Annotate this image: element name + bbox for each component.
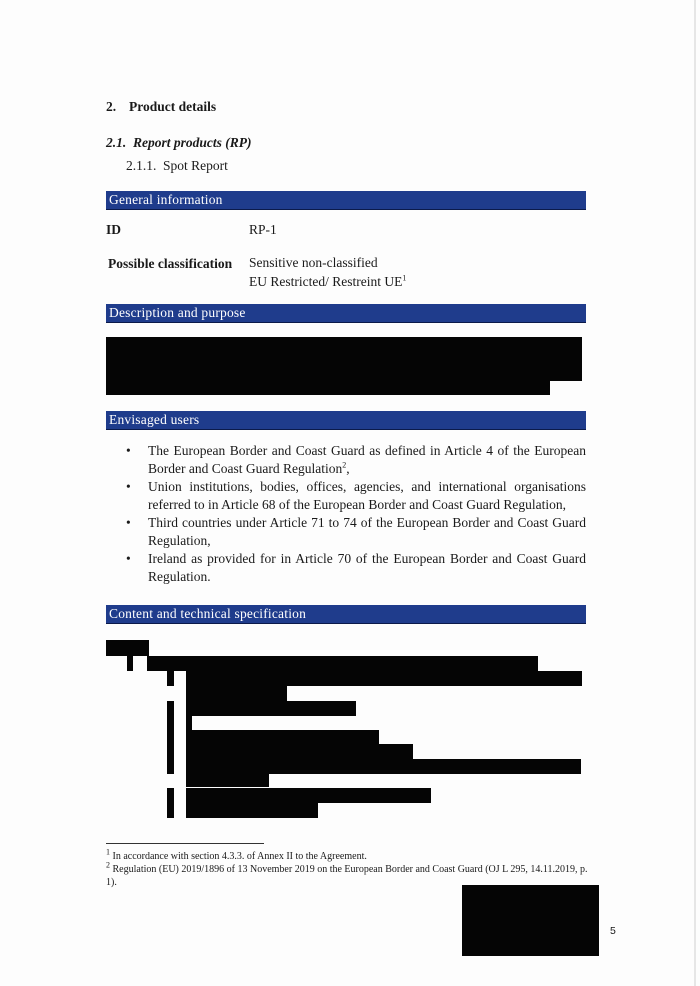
list-item: • The European Border and Coast Guard as defined in Article 4 of the European Border and Coast Guard Regulation$^2$,	[126, 443, 586, 476]
list-item: • Third countries under Article 71 to 74 of the European Border and Coast Guard Regulation,	[126, 515, 586, 548]
bullet-icon: •	[126, 515, 131, 530]
subsection-heading	[106, 135, 252, 151]
redaction-block	[106, 379, 550, 395]
id-value: RP-1	[249, 222, 277, 237]
subsection-number: 2.1.	[106, 135, 127, 150]
redaction-block	[106, 640, 149, 656]
redaction-block	[167, 671, 174, 686]
redaction-block	[167, 716, 174, 774]
list-item: • Ireland as provided for in Article 70 of the European Border and Coast Guard Regulation.	[126, 551, 586, 584]
page-edge	[694, 0, 696, 986]
section-title: Product details	[129, 99, 217, 114]
redaction-block	[167, 701, 174, 717]
subsubsection-heading	[126, 158, 228, 174]
redaction-block	[186, 788, 431, 803]
redaction-block	[186, 730, 379, 745]
footnote-ref-2: 2	[342, 460, 347, 470]
users-header-label: Envisaged users	[109, 412, 200, 427]
content-header-label: Content and technical specification	[109, 606, 307, 621]
list-item: • Union institutions, bodies, offices, agencies, and international organisations referred to in Article 68 of the European Border and Coast Guard Regulation,	[126, 479, 586, 512]
redaction-block	[186, 716, 192, 731]
redaction-block	[186, 701, 356, 716]
section-number: 2.	[106, 99, 117, 114]
redaction-block	[462, 885, 599, 956]
general-info-header	[106, 191, 586, 210]
subsection-title: Report products (RP)	[133, 135, 252, 150]
section-heading	[106, 99, 216, 115]
redaction-block	[147, 656, 538, 671]
description-header-label: Description and purpose	[109, 305, 246, 320]
bullet-icon: •	[126, 443, 131, 458]
id-label: ID	[106, 222, 122, 237]
redaction-block	[186, 686, 287, 701]
redaction-block	[167, 788, 174, 818]
users-header	[106, 411, 586, 430]
redaction-block	[127, 656, 133, 671]
footnote-2: $^2$ Regulation (EU) 2019/1896 of 13 November 2019 on the European Border and Coast Guard (OJ L 295, 14.11.2019, p. 1).	[106, 860, 588, 888]
page-number: 5	[610, 925, 616, 937]
redaction-block	[186, 773, 269, 787]
redaction-block	[186, 671, 582, 686]
subsubsection-number: 2.1.1.	[126, 158, 157, 173]
redaction-block	[186, 744, 413, 759]
bullet-icon: •	[126, 551, 131, 566]
description-header	[106, 304, 586, 323]
general-info-header-label: General information	[109, 192, 223, 207]
bullet-icon: •	[126, 479, 131, 494]
envisaged-users-list	[126, 442, 586, 586]
subsubsection-title: Spot Report	[163, 158, 228, 173]
redaction-block	[186, 803, 318, 818]
footnote-1: $^1$ In accordance with section 4.3.3. of Annex II to the Agreement.	[106, 847, 367, 862]
redaction-block	[186, 759, 581, 774]
footnote-ref-1: 1	[402, 273, 407, 283]
classification-value-2: EU Restricted/ Restreint $UE^1$	[249, 273, 407, 289]
classification-value-1: Sensitive non-classified	[249, 255, 378, 270]
redaction-block	[106, 337, 582, 381]
footnote-separator	[106, 843, 264, 844]
content-header	[106, 605, 586, 624]
classification-label: Possible classification	[108, 256, 233, 271]
